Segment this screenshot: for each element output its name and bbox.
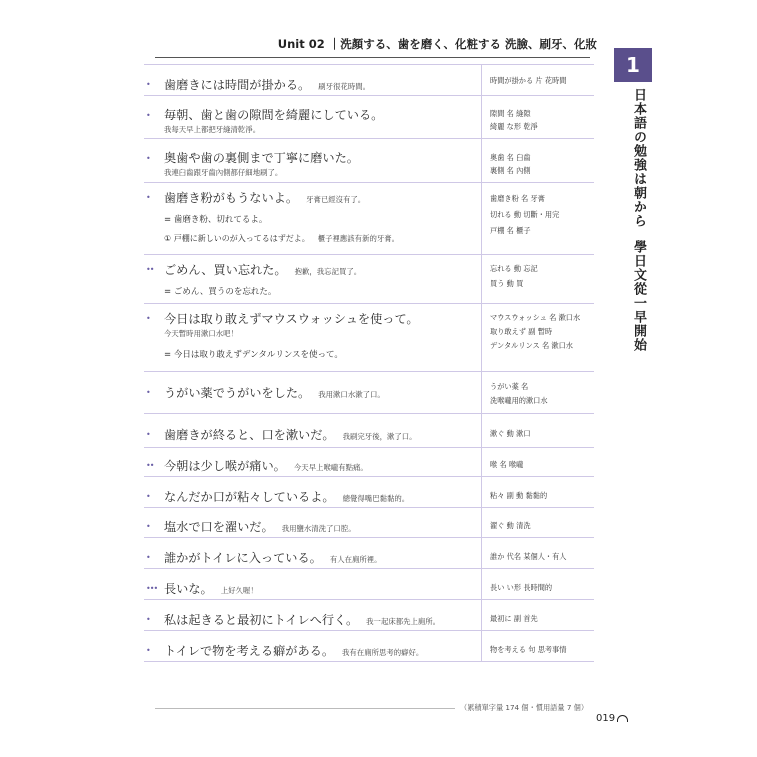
reply-jp: ① 戸棚に新しいのが入ってるはずだよ。 (164, 234, 310, 243)
phrase-row (144, 183, 594, 255)
frequency-marker: • (146, 522, 150, 531)
chapter-title-zh: 學日文從一早開始 (631, 239, 646, 352)
vocab-column (481, 65, 591, 95)
frequency-marker: • (146, 430, 150, 439)
sentence-zh: 我一起床都先上廁所。 (366, 617, 441, 626)
sentence-line (164, 518, 356, 535)
page-number-block (596, 713, 628, 724)
sentence-zh: 我用漱口水漱了口。 (318, 390, 385, 399)
sentence-jp: 奥歯や歯の裏側まで丁寧に磨いた。 (164, 151, 359, 165)
phrase-row (144, 414, 594, 448)
unit-title: Unit 02 ｜洗顏する、歯を磨く、化粧する 洗臉、刷牙、化妝 (277, 37, 597, 51)
sentence-zh: 有人在廁所裡。 (329, 555, 382, 564)
chapter-number-tab: 1 (614, 48, 652, 82)
sentence-jp: 今日は取り敢えずマウスウォッシュを使って。 (164, 312, 419, 326)
sentence-line (164, 611, 440, 628)
sentence-jp: 歯磨きが終ると、口を漱いだ。 (164, 428, 335, 442)
phrase-row (144, 631, 594, 662)
alternative-sentence: = ごめん、買うのを忘れた。 (164, 287, 277, 297)
sentence-jp: うがい薬でうがいをした。 (164, 386, 311, 400)
header-divider (155, 57, 590, 58)
vocab-item: 最初に 副 首先 (490, 614, 538, 623)
page-number: 019 (596, 713, 616, 724)
vocab-item: マウスウォッシュ 名 漱口水 (490, 313, 581, 322)
phrase-row (144, 448, 594, 477)
frequency-marker: •• (146, 461, 154, 470)
sentence-jp: 毎朝、歯と歯の隙間を綺麗にしている。 (164, 108, 384, 122)
frequency-marker: • (146, 111, 150, 120)
sentence-jp: 私は起きると最初にトイレへ行く。 (164, 613, 359, 627)
frequency-marker: • (146, 314, 150, 323)
vocab-item: 綺麗 な形 乾淨 (490, 122, 538, 131)
vocab-item: 裏側 名 內側 (490, 166, 531, 175)
phrase-row (144, 304, 594, 372)
sentence-zh: 今天早上喉嚨有點痛。 (293, 463, 368, 472)
sentence-zh: 我每天早上都把牙縫清乾淨。 (164, 125, 261, 134)
phrase-row (144, 372, 594, 414)
frequency-marker: • (146, 193, 150, 202)
frequency-marker: • (146, 615, 150, 624)
frequency-marker: • (146, 646, 150, 655)
phrase-row (144, 139, 594, 183)
sentence-jp: 長いな。 (164, 582, 213, 596)
vocab-item: 誰か 代名 某個人・有人 (490, 552, 567, 561)
frequency-marker: • (146, 388, 150, 397)
sentence-jp: なんだか口が粘々しているよ。 (164, 490, 335, 504)
vocab-item: 歯磨き粉 名 牙膏 (490, 194, 545, 203)
vocabulary-count-note: （累積單字量 174 個・慣用語量 7 個） (460, 703, 589, 712)
phrase-row (144, 538, 594, 569)
sentence-jp: 誰かがトイレに入っている。 (164, 551, 322, 565)
sentence-zh: 總覺得嘴巴黏黏的。 (342, 494, 410, 503)
vocab-item: 洗喉嚨用的漱口水 (490, 396, 548, 405)
sentence-zh: 我連臼齒跟牙齒內側都仔細地刷了。 (164, 168, 283, 177)
phrase-row (144, 96, 594, 139)
vocab-item: 切れる 動 切斷・用完 (490, 210, 560, 219)
frequency-marker: • (146, 154, 150, 163)
frequency-marker: • (146, 80, 150, 89)
chapter-title-jp: 日本語の勉強は朝から (631, 88, 646, 228)
phrase-table (144, 64, 594, 662)
frequency-marker: • (146, 553, 150, 562)
vocab-item: 濯ぐ 動 清洗 (490, 521, 531, 530)
vocab-item: 物を考える 句 思考事情 (490, 645, 567, 654)
alternative-sentence: = 今日は取り敢えずデンタルリンスを使って。 (164, 350, 343, 360)
phrase-row (144, 569, 594, 600)
vocab-item: うがい薬 名 (490, 382, 529, 391)
sentence-line (164, 580, 258, 597)
sentence-line (164, 549, 382, 566)
phrase-row (144, 64, 594, 96)
vocab-item: 戸棚 名 櫃子 (490, 226, 531, 235)
vocab-item: 買う 動 買 (490, 279, 524, 288)
sentence-line (164, 642, 423, 659)
alternative-sentence: = 歯磨き粉、切れてるよ。 (164, 215, 268, 225)
frequency-marker: •• (146, 265, 154, 274)
sentence-line (164, 457, 368, 474)
vocab-item: 忘れる 動 忘記 (490, 264, 538, 273)
reply-line (164, 233, 399, 244)
sentence-line (164, 189, 365, 206)
vocab-item: 粘々 副 動 黏黏的 (490, 491, 548, 500)
sentence-zh: 我用鹽水清洗了口腔。 (281, 524, 356, 533)
sentence-zh: 我刷完牙後，漱了口。 (342, 432, 417, 441)
sentence-line (164, 426, 417, 443)
frequency-marker: • (146, 492, 150, 501)
vocab-item: 隙間 名 縫隙 (490, 109, 531, 118)
sentence-jp: 今朝は少し喉が痛い。 (164, 459, 286, 473)
sentence-jp: 歯磨き粉がもうないよ。 (164, 191, 299, 205)
sentence-zh: 抱歉，我忘記買了。 (294, 267, 362, 276)
sentence-jp: 塩水で口を濯いだ。 (164, 520, 274, 534)
vocab-item: 長い い形 長時間的 (490, 583, 553, 592)
vocab-item: デンタルリンス 名 漱口水 (490, 341, 573, 350)
vocab-item: 取り敢えず 副 暫時 (490, 327, 553, 336)
vocab-item: 喉 名 喉嚨 (490, 460, 524, 469)
footer-divider (155, 708, 455, 709)
vocab-item: 時間が掛かる 片 花時間 (490, 76, 567, 85)
sentence-zh: 我有在廁所思考的癖好。 (342, 648, 424, 657)
sentence-jp: 歯磨きには時間が掛かる。 (164, 78, 311, 92)
headphones-icon (617, 715, 628, 722)
sentence-zh: 刷牙很花時間。 (318, 82, 370, 91)
vocab-item: 漱ぐ 動 漱口 (490, 429, 531, 438)
phrase-row (144, 600, 594, 631)
phrase-row (144, 255, 594, 304)
sentence-zh: 牙膏已經沒有了。 (306, 195, 366, 204)
reply-zh: 櫃子裡應該有新的牙膏。 (317, 234, 400, 243)
sentence-jp: ごめん、買い忘れた。 (164, 263, 287, 277)
sentence-line (164, 76, 370, 93)
phrase-row (144, 508, 594, 538)
sentence-line (164, 261, 361, 278)
sentence-line (164, 488, 409, 505)
sentence-zh: 上好久喔！ (220, 586, 258, 595)
sentence-line (164, 384, 385, 401)
sentence-zh: 今天暫時用漱口水吧！ (164, 329, 238, 338)
phrase-row (144, 477, 594, 508)
frequency-marker: ••• (146, 584, 158, 593)
chapter-vertical-title (618, 88, 648, 352)
sentence-jp: トイレで物を考える癖がある。 (164, 644, 335, 658)
vocab-item: 奥歯 名 臼齒 (490, 153, 531, 162)
